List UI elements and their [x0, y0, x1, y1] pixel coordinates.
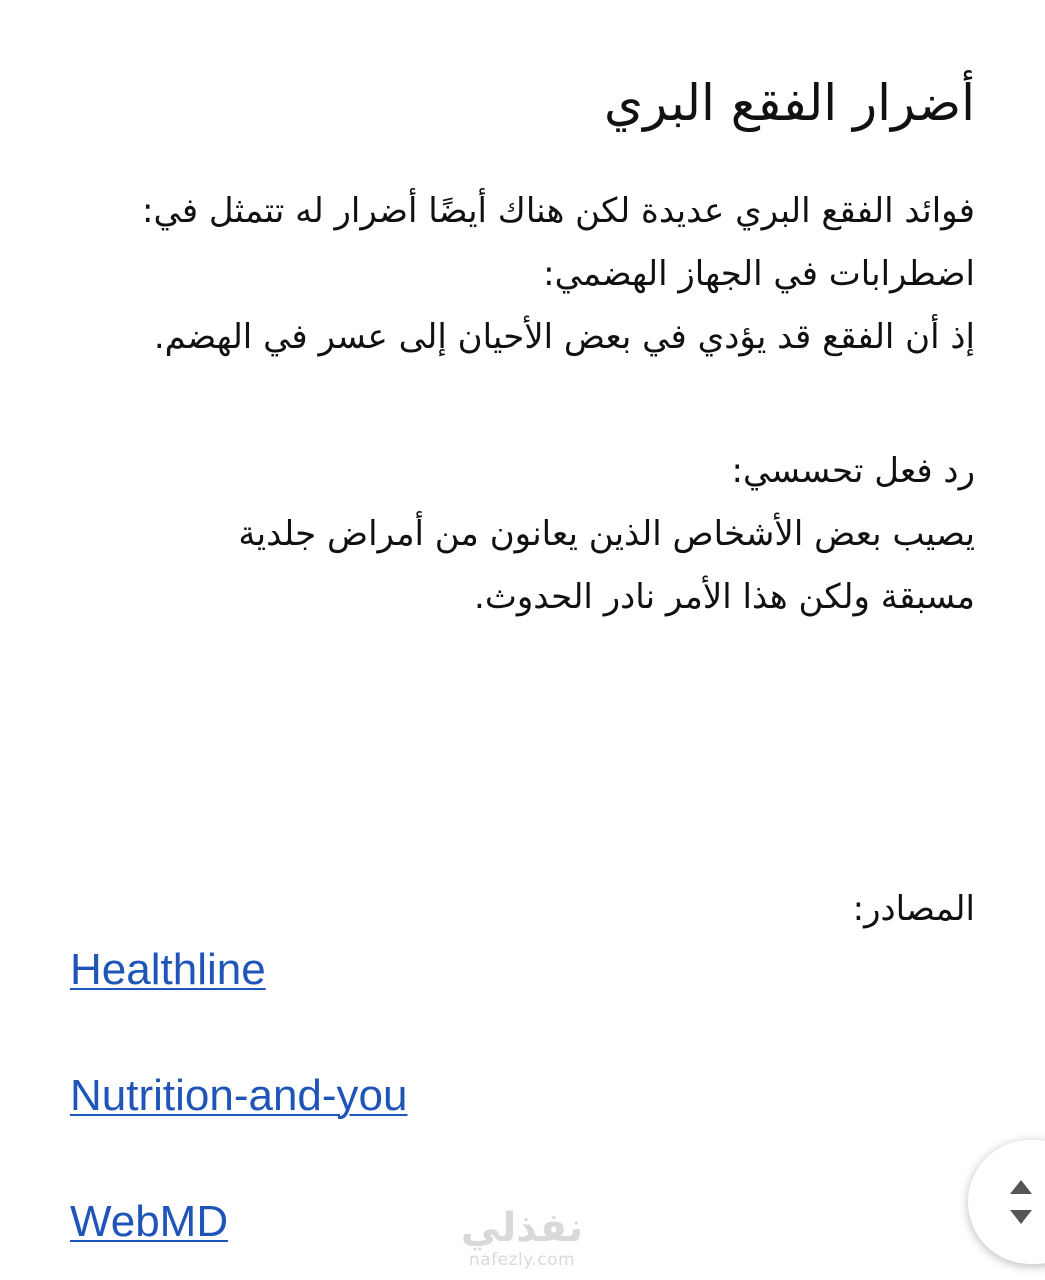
source-link-nutrition-and-you[interactable]: Nutrition-and-you — [70, 1071, 408, 1120]
allergy-heading: رد فعل تحسسي: — [731, 451, 975, 491]
scroll-button[interactable] — [968, 1140, 1045, 1264]
digestive-detail: إذ أن الفقع قد يؤدي في بعض الأحيان إلى عسر في الهضم. — [153, 317, 975, 357]
chevron-down-icon[interactable] — [1010, 1210, 1032, 1224]
chevron-up-icon[interactable] — [1010, 1180, 1032, 1194]
sources-label: المصادر: — [852, 889, 975, 929]
allergy-detail-1: يصيب بعض الأشخاص الذين يعانون من أمراض جلدية — [238, 514, 975, 554]
source-link-healthline[interactable]: Healthline — [70, 945, 266, 994]
source-link-webmd[interactable]: WebMD — [70, 1197, 229, 1246]
paragraph-allergic-reaction — [60, 440, 975, 629]
watermark-domain: nafezly.com — [468, 1250, 576, 1270]
article-title: أضرار الفقع البري — [603, 74, 975, 132]
digestive-heading: اضطرابات في الجهاز الهضمي: — [543, 254, 975, 294]
paragraph-harms-digestive — [60, 180, 975, 369]
allergy-detail-2: مسبقة ولكن هذا الأمر نادر الحدوث. — [474, 577, 975, 617]
watermark — [452, 1206, 592, 1270]
intro-line: فوائد الفقع البري عديدة لكن هناك أيضًا أضرار له تتمثل في: — [142, 191, 975, 231]
watermark-brand: نفذلي — [460, 1205, 584, 1251]
